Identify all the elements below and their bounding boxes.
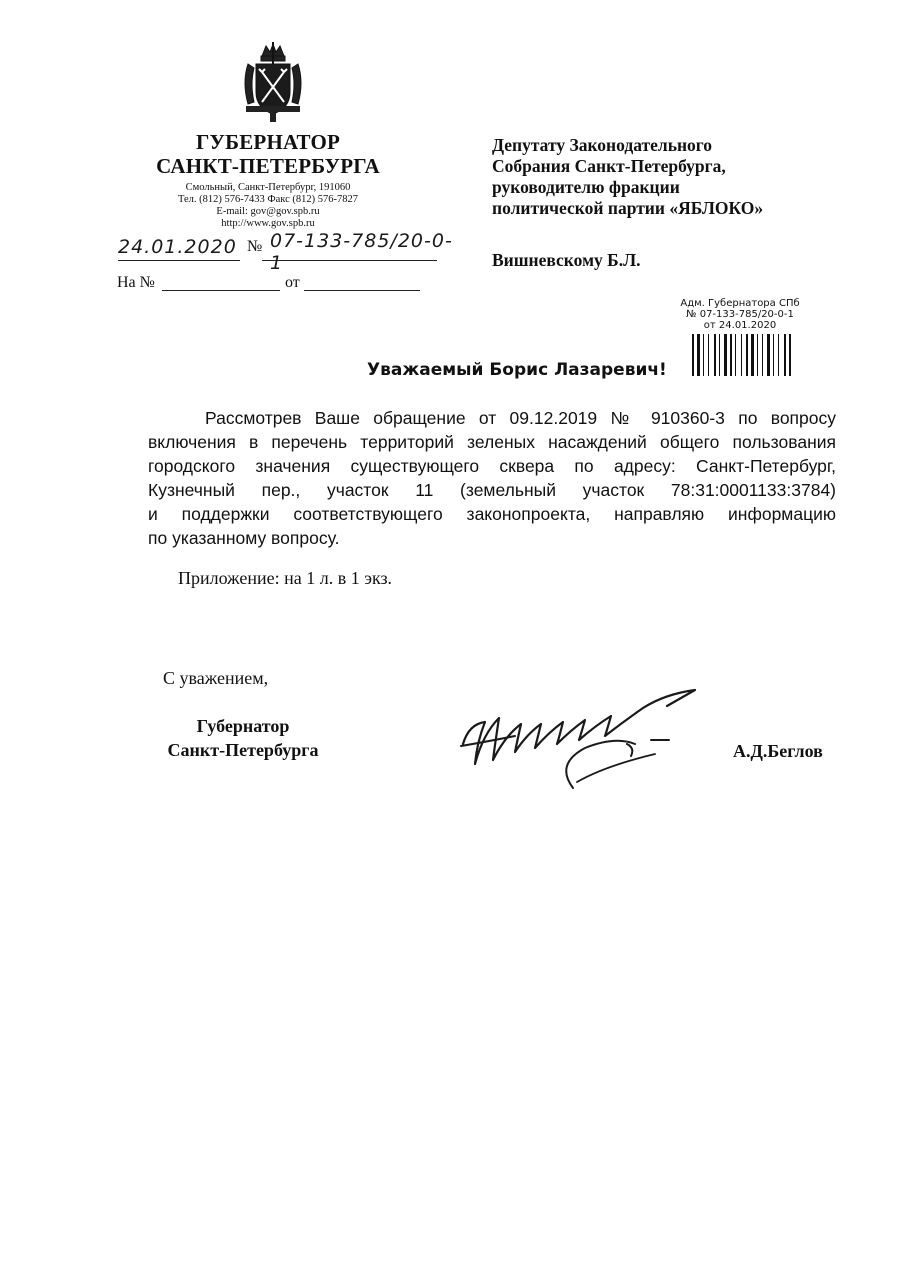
reply-number-blank	[162, 290, 280, 291]
closing-phrase: С уважением,	[163, 668, 269, 688]
body-line: включения в перечень территорий зеленых насаждений общего пользования	[148, 432, 836, 452]
barcode-bar	[746, 334, 748, 376]
outgoing-number-sign: №	[247, 238, 263, 255]
addressee-line4: политической партии «ЯБЛОКО»	[492, 198, 764, 218]
attachment-note: Приложение: на 1 л. в 1 экз.	[178, 568, 393, 588]
barcode-bar	[703, 334, 704, 376]
barcode-bar	[778, 334, 779, 376]
org-address: Смольный, Санкт-Петербург, 191060	[185, 182, 351, 193]
barcode-bar	[784, 334, 786, 376]
barcode-bar	[724, 334, 727, 376]
addressee-line2: Собрания Санкт-Петербурга,	[492, 156, 726, 176]
barcode-bar	[762, 334, 763, 376]
barcode-bar	[735, 334, 736, 376]
outgoing-number-underline	[262, 260, 437, 261]
barcode-bar	[719, 334, 720, 376]
addressee-line1: Депутату Законодательного	[492, 135, 713, 155]
addressee-name: Вишневскому Б.Л.	[492, 250, 641, 270]
handwritten-signature	[455, 684, 720, 794]
barcode-icon	[690, 332, 810, 378]
signer-title-line2: Санкт-Петербурга	[167, 740, 319, 760]
outgoing-date: 24.01.2020	[118, 236, 237, 258]
body-line: Рассмотрев Ваше обращение от 09.12.2019 № 910360-3 по вопросу	[205, 408, 836, 428]
barcode-bar	[789, 334, 791, 376]
barcode-bar	[714, 334, 716, 376]
barcode-bar	[773, 334, 774, 376]
barcode-bar	[767, 334, 770, 376]
org-phones: Тел. (812) 576-7433 Факс (812) 576-7827	[177, 194, 359, 205]
reply-number-label: На №	[117, 274, 155, 291]
outgoing-number: 07-133-785/20-0-1	[270, 230, 453, 274]
coat-of-arms-emblem	[240, 42, 306, 124]
body-line: и поддержки соответствующего законопроекта, направляю информацию	[148, 504, 836, 524]
body-line: по указанному вопросу.	[148, 528, 340, 548]
body-line: Кузнечный пер., участок 11 (земельный участок 78:31:0001133:3784)	[148, 480, 836, 500]
org-title-line1: ГУБЕРНАТОР	[195, 130, 341, 154]
barcode-bar	[692, 334, 694, 376]
signer-name: А.Д.Беглов	[733, 741, 823, 761]
barcode-bar	[751, 334, 754, 376]
barcode-bar	[697, 334, 700, 376]
barcode-bar	[708, 334, 709, 376]
salutation: Уважаемый Борис Лазаревич!	[367, 360, 667, 380]
body-line: городского значения существующего сквера по адресу: Санкт-Петербург,	[148, 456, 836, 476]
outgoing-date-underline	[118, 260, 240, 261]
reply-date-label: от	[285, 274, 300, 291]
stamp-line2: № 07-133-785/20-0-1	[686, 309, 794, 320]
barcode-bar	[757, 334, 758, 376]
reply-date-blank	[304, 290, 420, 291]
org-title-line2: САНКТ-ПЕТЕРБУРГА	[156, 154, 380, 178]
stamp-line1: Адм. Губернатора СПб	[680, 298, 800, 309]
org-website: http://www.gov.spb.ru	[221, 218, 315, 229]
barcode-bar	[741, 334, 742, 376]
barcode-bar	[730, 334, 732, 376]
addressee-line3: руководителю фракции	[492, 177, 680, 197]
signer-title-line1: Губернатор	[196, 716, 290, 736]
stamp-line3: от 24.01.2020	[703, 320, 777, 331]
org-email: E-mail: gov@gov.spb.ru	[216, 206, 320, 217]
